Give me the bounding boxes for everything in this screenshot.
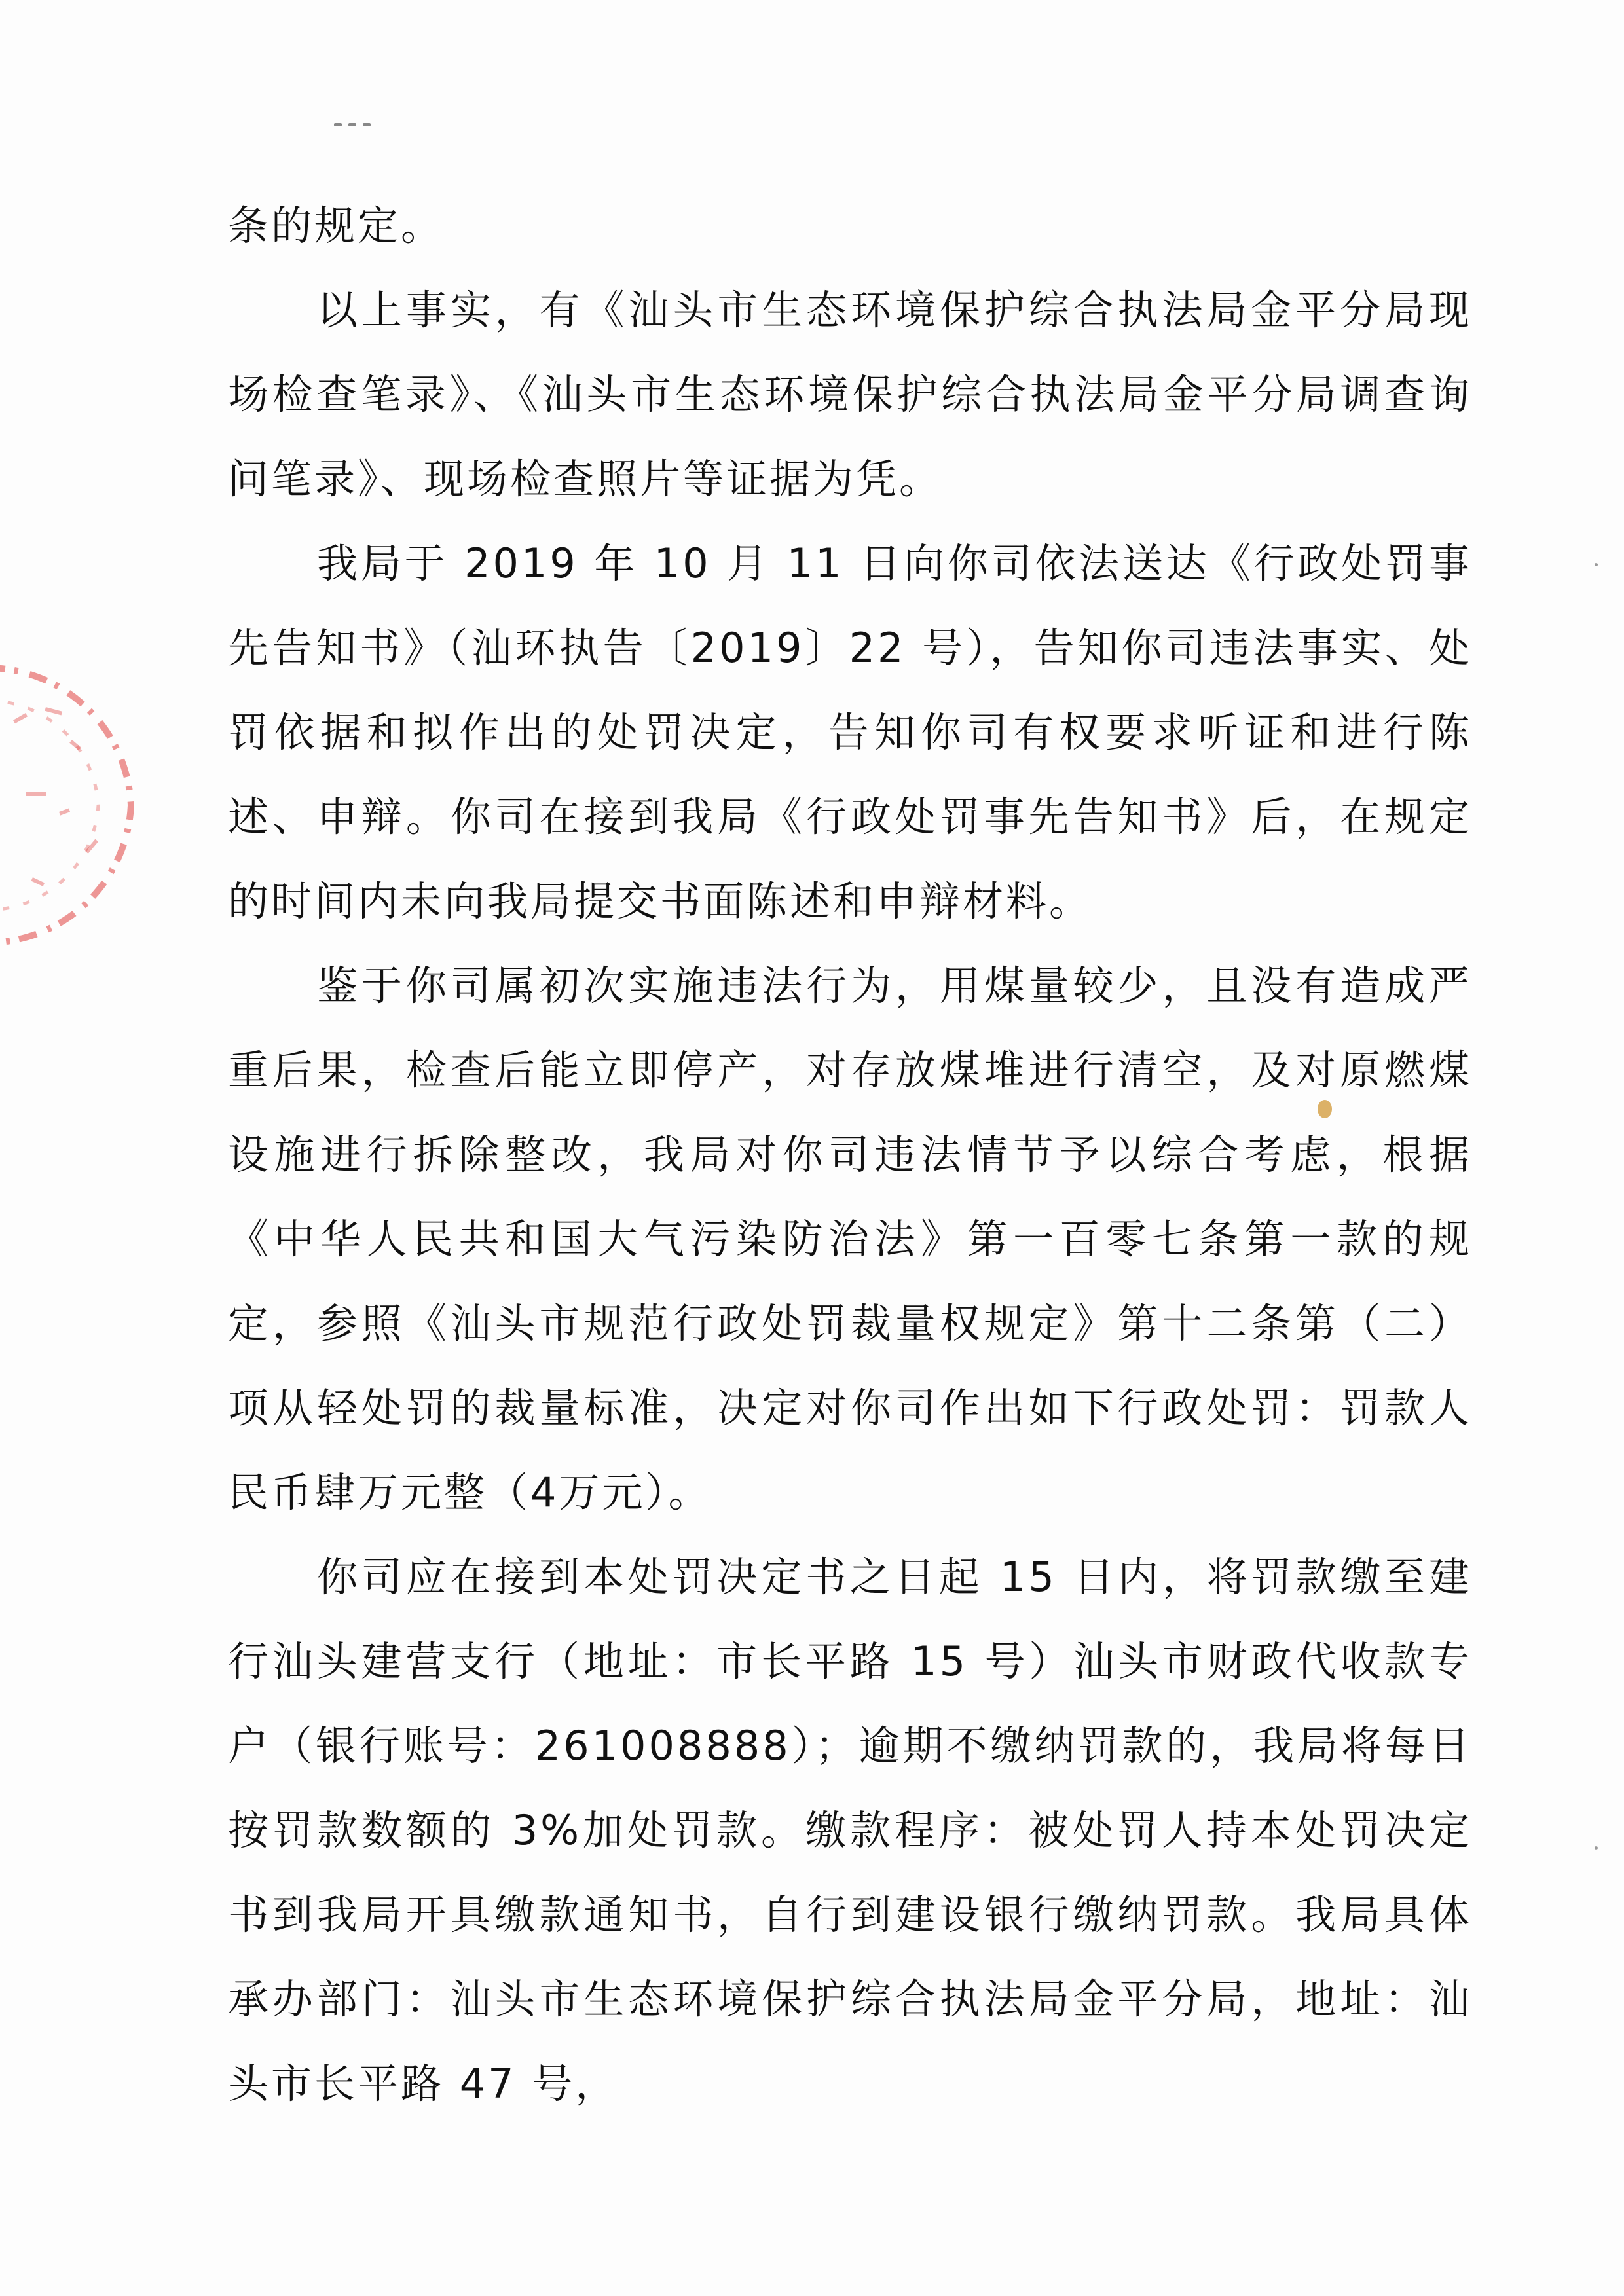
scan-artifact [334,118,380,123]
paragraph-2: 以上事实，有《汕头市生态环境保护综合执法局金平分局现场检查笔录》、《汕头市生态环境保护综合执法局金平分局调查询问笔录》、现场检查照片等证据为凭。 [228,286,1472,503]
scan-dot [1595,1846,1598,1850]
paragraph-4: 鉴于你司属初次实施违法行为，用煤量较少，且没有造成严重后果，检查后能立即停产，对存放煤堆进行清空，及对原燃煤设施进行拆除整改，我局对你司违法情节予以综合考虑，根据《中华人民共和国大气污染防治法》第一百零七条第一款的规定，参照《汕头市规范行政处罚裁量权规定》第十二条第（二）项从轻处罚的裁量标准，决定对你司作出如下行政处罚：罚款人民币肆万元整（4万元）。 [228,962,1472,1516]
scan-dot [1595,563,1598,566]
official-seal-stamp [0,642,157,969]
document-body [228,183,1472,2126]
paragraph-3: 我局于 2019 年 10 月 11 日向你司依法送达《行政处罚事先告知书》（汕环执告〔2019〕22 号），告知你司违法事实、处罚依据和拟作出的处罚决定，告知你司有权要求听证和进行陈述、申辩。你司在接到我局《行政处罚事先告知书》后，在规定的时间内未向我局提交书面陈述和申辩材料。 [228,539,1472,925]
paragraph-5: 你司应在接到本处罚决定书之日起 15 日内，将罚款缴至建行汕头建营支行（地址：市长平路 15 号）汕头市财政代收款专户（银行账号：261008888）；逾期不缴纳罚款的，我局将每日按罚款数额的 3%加处罚款。缴款程序：被处罚人持本处罚决定书到我局开具缴款通知书，自行到建设银行缴纳罚款。我局具体承办部门：汕头市生态环境保护综合执法局金平分局，地址：汕头市长平路 47 号， [228,1553,1472,2107]
paragraph-1: 条的规定。 [228,202,445,249]
